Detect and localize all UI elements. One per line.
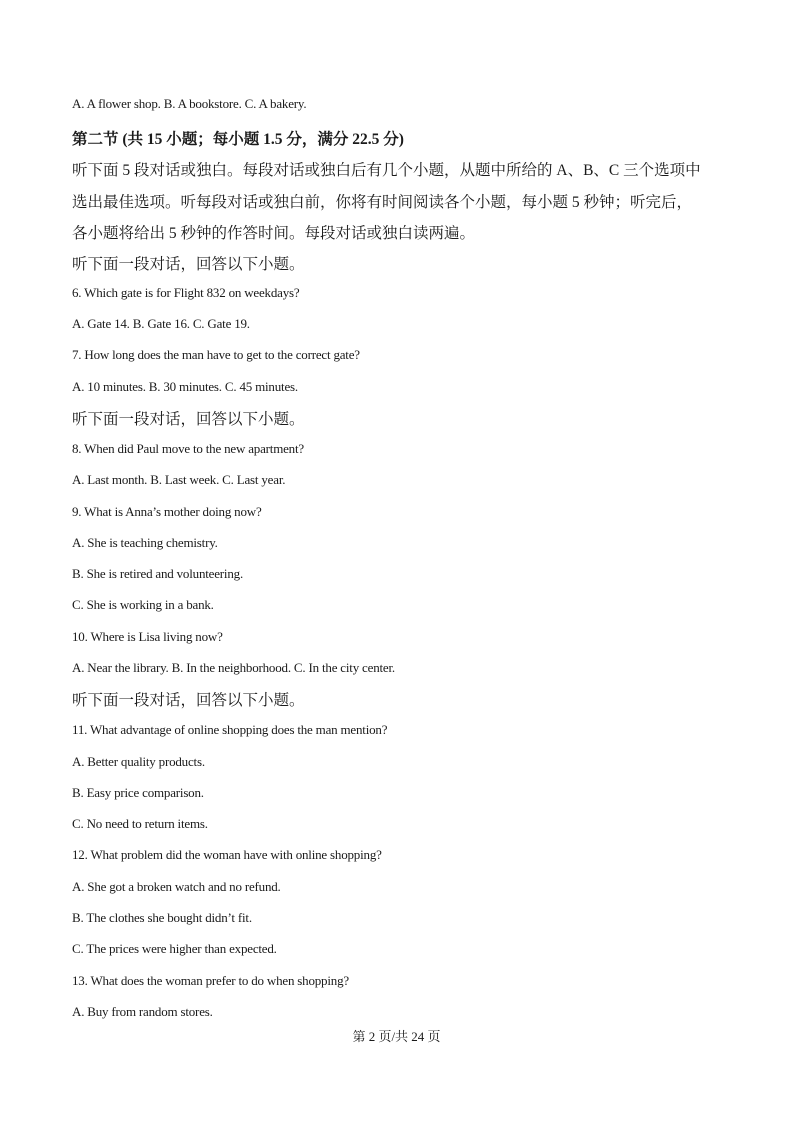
q9-option-c: C. She is working in a bank. xyxy=(72,597,214,612)
q5-options: A. A flower shop. B. A bookstore. C. A bakery. xyxy=(72,96,307,111)
instructions-line-2: 选出最佳选项。听每段对话或独白前，你将有时间阅读各个小题，每小题 5 秒钟；听完后， xyxy=(72,194,693,211)
page-footer: 第 2 页/共 24 页 xyxy=(352,1029,441,1044)
q9-option-b: B. She is retired and volunteering. xyxy=(72,566,243,581)
instructions-line-3: 各小题将给出 5 秒钟的作答时间。每段对话或独白读两遍。 xyxy=(72,225,476,242)
q11-option-a: A. Better quality products. xyxy=(72,754,205,769)
section-heading: 第二节 (共 15 小题；每小题 1.5 分，满分 22.5 分) xyxy=(72,131,404,148)
q9-option-a: A. She is teaching chemistry. xyxy=(72,535,218,550)
question-10: 10. Where is Lisa living now? xyxy=(72,629,223,644)
q12-option-a: A. She got a broken watch and no refund. xyxy=(72,879,281,894)
q12-option-b: B. The clothes she bought didn’t fit. xyxy=(72,910,252,925)
q11-option-b: B. Easy price comparison. xyxy=(72,785,204,800)
question-13: 13. What does the woman prefer to do when shopping? xyxy=(72,973,349,988)
question-9: 9. What is Anna’s mother doing now? xyxy=(72,504,262,519)
q6-options: A. Gate 14. B. Gate 16. C. Gate 19. xyxy=(72,316,250,331)
question-11: 11. What advantage of online shopping does the man mention? xyxy=(72,722,388,737)
dialogue-intro-2: 听下面一段对话，回答以下小题。 xyxy=(72,411,305,428)
question-12: 12. What problem did the woman have with online shopping? xyxy=(72,847,382,862)
q10-options: A. Near the library. B. In the neighborhood. C. In the city center. xyxy=(72,660,395,675)
dialogue-intro-3: 听下面一段对话，回答以下小题。 xyxy=(72,692,305,709)
question-8: 8. When did Paul move to the new apartment? xyxy=(72,441,304,456)
q13-option-a: A. Buy from random stores. xyxy=(72,1004,213,1019)
instructions-line-1: 听下面 5 段对话或独白。每段对话或独白后有几个小题，从题中所给的 A、B、C 三个选项中 xyxy=(72,162,701,179)
dialogue-intro-1: 听下面一段对话，回答以下小题。 xyxy=(72,256,305,273)
question-7: 7. How long does the man have to get to the correct gate? xyxy=(72,347,360,362)
q11-option-c: C. No need to return items. xyxy=(72,816,208,831)
q7-options: A. 10 minutes. B. 30 minutes. C. 45 minutes. xyxy=(72,379,298,394)
question-6: 6. Which gate is for Flight 832 on weekdays? xyxy=(72,285,300,300)
q12-option-c: C. The prices were higher than expected. xyxy=(72,941,277,956)
q8-options: A. Last month. B. Last week. C. Last year. xyxy=(72,472,286,487)
